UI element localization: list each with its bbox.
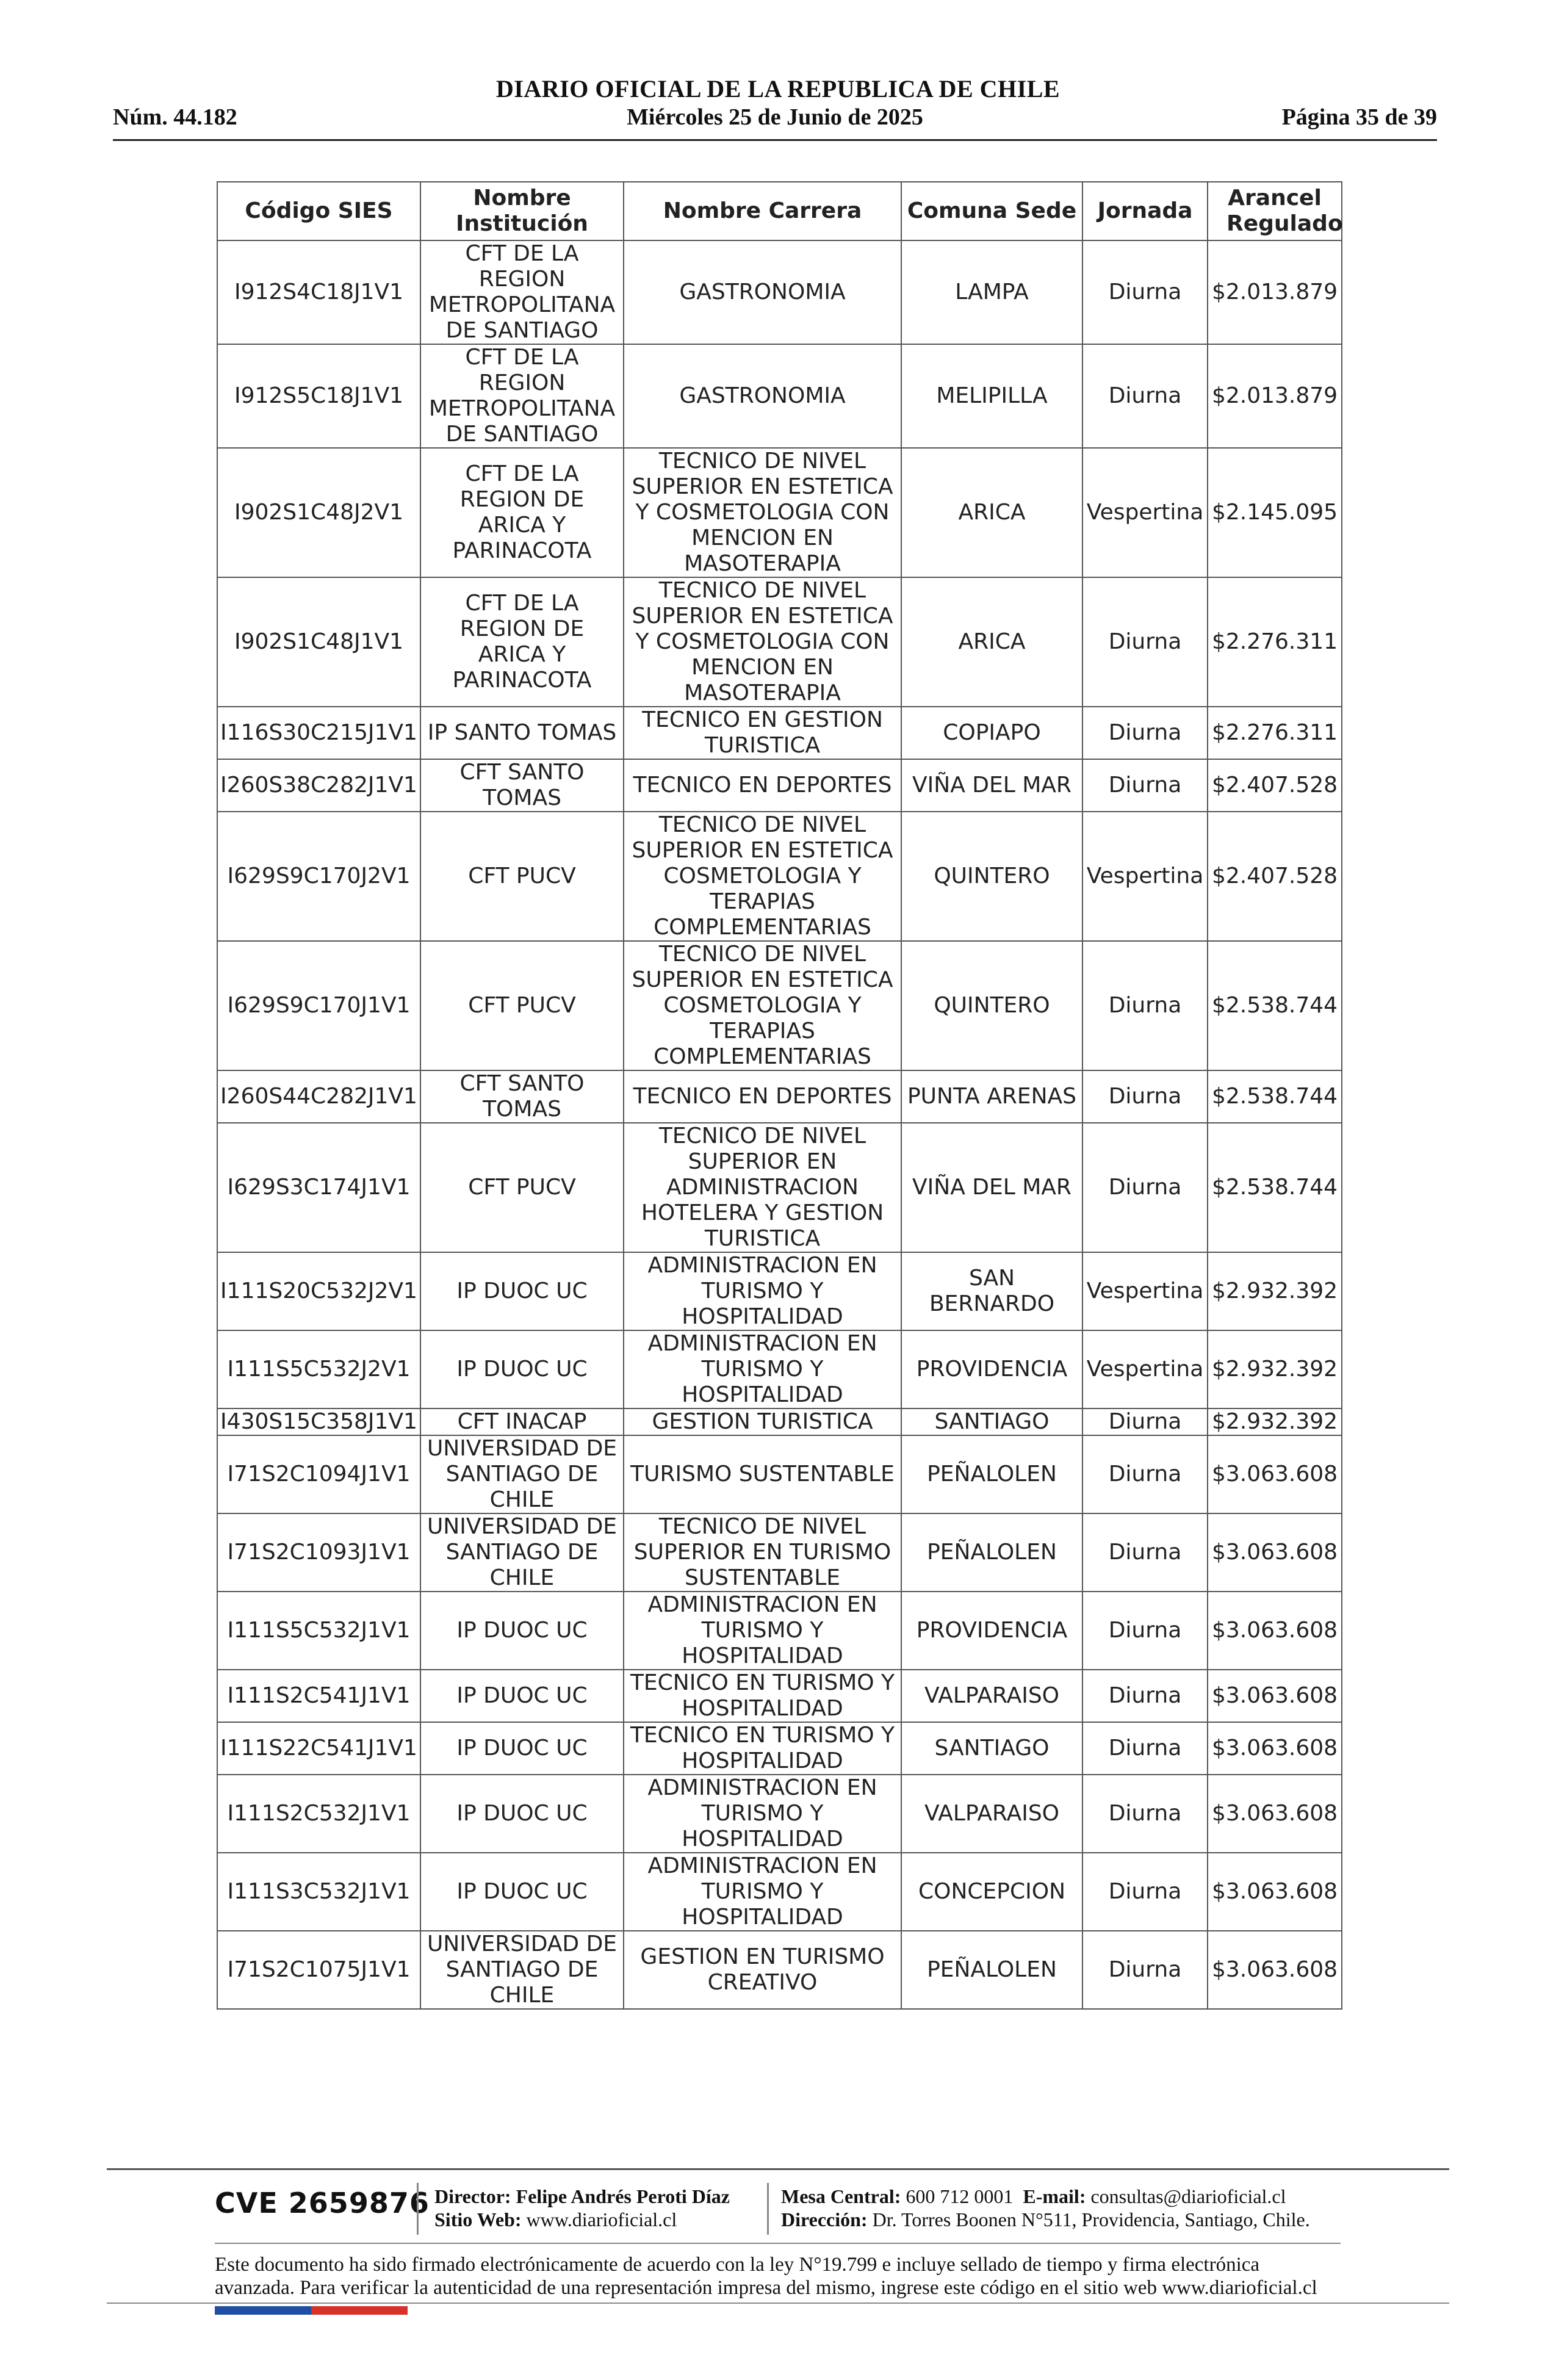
cell-codigo: I111S3C532J1V1 <box>217 1853 420 1931</box>
cell-carrera: GASTRONOMIA <box>624 344 901 448</box>
cell-jornada: Vespertina <box>1082 1330 1208 1408</box>
cell-institucion: IP DUOC UC <box>420 1252 624 1330</box>
cell-institucion: CFT DE LA REGION DE ARICA Y PARINACOTA <box>420 577 624 707</box>
cell-institucion: IP DUOC UC <box>420 1330 624 1408</box>
cell-arancel: $3.063.608 <box>1208 1722 1342 1775</box>
cell-jornada: Diurna <box>1082 1592 1208 1670</box>
cell-institucion: IP DUOC UC <box>420 1592 624 1670</box>
cell-carrera: ADMINISTRACION EN TURISMO Y HOSPITALIDAD <box>624 1775 901 1853</box>
cell-carrera: ADMINISTRACION EN TURISMO Y HOSPITALIDAD <box>624 1592 901 1670</box>
cell-comuna: PROVIDENCIA <box>901 1592 1082 1670</box>
cell-institucion: CFT PUCV <box>420 941 624 1070</box>
tuition-table <box>217 181 1342 2010</box>
cell-comuna: SANTIAGO <box>901 1722 1082 1775</box>
cell-arancel: $3.063.608 <box>1208 1670 1342 1722</box>
cell-arancel: $2.932.392 <box>1208 1330 1342 1408</box>
cell-carrera: TECNICO DE NIVEL SUPERIOR EN TURISMO SUSTENTABLE <box>624 1513 901 1592</box>
cell-carrera: ADMINISTRACION EN TURISMO Y HOSPITALIDAD <box>624 1252 901 1330</box>
cell-comuna: LAMPA <box>901 240 1082 344</box>
footer-separator <box>417 2183 419 2235</box>
cell-arancel: $2.013.879 <box>1208 344 1342 448</box>
website-label: Sitio Web: <box>434 2209 522 2230</box>
cell-institucion: UNIVERSIDAD DE SANTIAGO DE CHILE <box>420 1513 624 1592</box>
cell-arancel: $2.538.744 <box>1208 1123 1342 1252</box>
cell-comuna: PEÑALOLEN <box>901 1435 1082 1513</box>
cell-institucion: CFT SANTO TOMAS <box>420 759 624 812</box>
cell-institucion: CFT DE LA REGION METROPOLITANA DE SANTIAGO <box>420 344 624 448</box>
cell-jornada: Diurna <box>1082 1775 1208 1853</box>
cell-institucion: CFT INACAP <box>420 1408 624 1435</box>
cell-institucion: UNIVERSIDAD DE SANTIAGO DE CHILE <box>420 1931 624 2009</box>
cell-jornada: Diurna <box>1082 344 1208 448</box>
cell-arancel: $3.063.608 <box>1208 1435 1342 1513</box>
issue-date: Miércoles 25 de Junio de 2025 <box>627 104 923 130</box>
cell-carrera: TECNICO DE NIVEL SUPERIOR EN ESTETICA Y COSMETOLOGIA CON MENCION EN MASOTERAPIA <box>624 577 901 707</box>
column-header-carrera: Nombre Carrera <box>624 182 901 240</box>
cell-codigo: I902S1C48J1V1 <box>217 577 420 707</box>
cell-jornada: Diurna <box>1082 1513 1208 1592</box>
cell-jornada: Diurna <box>1082 1931 1208 2009</box>
table-row <box>217 1592 1342 1670</box>
table-row <box>217 1775 1342 1853</box>
cell-codigo: I629S9C170J1V1 <box>217 941 420 1070</box>
cell-carrera: TECNICO DE NIVEL SUPERIOR EN ADMINISTRACION HOTELERA Y GESTION TURISTICA <box>624 1123 901 1252</box>
footer-divider-bottom <box>107 2302 1449 2304</box>
cell-comuna: PUNTA ARENAS <box>901 1070 1082 1123</box>
table-row <box>217 812 1342 941</box>
cell-arancel: $2.276.311 <box>1208 577 1342 707</box>
cell-institucion: IP DUOC UC <box>420 1722 624 1775</box>
cell-arancel: $2.145.095 <box>1208 448 1342 577</box>
cell-comuna: ARICA <box>901 448 1082 577</box>
cell-carrera: TECNICO DE NIVEL SUPERIOR EN ESTETICA COSMETOLOGIA Y TERAPIAS COMPLEMENTARIAS <box>624 812 901 941</box>
address-value: Dr. Torres Boonen N°511, Providencia, Santiago, Chile. <box>872 2209 1310 2230</box>
cell-jornada: Diurna <box>1082 577 1208 707</box>
footer-divider-top <box>107 2168 1449 2170</box>
cell-arancel: $2.932.392 <box>1208 1252 1342 1330</box>
cell-codigo: I111S2C532J1V1 <box>217 1775 420 1853</box>
table-row <box>217 577 1342 707</box>
address-label: Dirección: <box>781 2209 868 2230</box>
table-row <box>217 1252 1342 1330</box>
cell-codigo: I116S30C215J1V1 <box>217 707 420 759</box>
column-header-jornada: Jornada <box>1082 182 1208 240</box>
cell-comuna: VIÑA DEL MAR <box>901 759 1082 812</box>
director-label: Director: <box>434 2185 511 2207</box>
column-header-codigo: Código SIES <box>217 182 420 240</box>
cell-institucion: CFT PUCV <box>420 1123 624 1252</box>
cell-comuna: PEÑALOLEN <box>901 1513 1082 1592</box>
cell-carrera: GESTION TURISTICA <box>624 1408 901 1435</box>
cell-comuna: VIÑA DEL MAR <box>901 1123 1082 1252</box>
cell-codigo: I629S3C174J1V1 <box>217 1123 420 1252</box>
table-row <box>217 448 1342 577</box>
email-link[interactable]: consultas@diarioficial.cl <box>1090 2185 1286 2207</box>
table-row <box>217 1513 1342 1592</box>
table-row <box>217 1330 1342 1408</box>
cell-comuna: QUINTERO <box>901 941 1082 1070</box>
cell-codigo: I71S2C1075J1V1 <box>217 1931 420 2009</box>
table-row <box>217 1931 1342 2009</box>
table-body <box>217 240 1342 2009</box>
cell-codigo: I71S2C1094J1V1 <box>217 1435 420 1513</box>
cell-comuna: PEÑALOLEN <box>901 1931 1082 2009</box>
cell-arancel: $2.013.879 <box>1208 240 1342 344</box>
cell-institucion: CFT SANTO TOMAS <box>420 1070 624 1123</box>
cell-codigo: I902S1C48J2V1 <box>217 448 420 577</box>
page-indicator: Página 35 de 39 <box>1281 104 1437 130</box>
cell-comuna: ARICA <box>901 577 1082 707</box>
table-row <box>217 1070 1342 1123</box>
cell-carrera: GASTRONOMIA <box>624 240 901 344</box>
cell-codigo: I111S5C532J1V1 <box>217 1592 420 1670</box>
mesa-phone: 600 712 0001 <box>906 2185 1014 2207</box>
footer-director-block <box>434 2185 730 2231</box>
table-row <box>217 1408 1342 1435</box>
cell-jornada: Diurna <box>1082 240 1208 344</box>
cve-code: CVE 2659876 <box>215 2187 430 2220</box>
flag-stripe-red <box>311 2306 408 2315</box>
cell-codigo: I111S22C541J1V1 <box>217 1722 420 1775</box>
cell-codigo: I260S44C282J1V1 <box>217 1070 420 1123</box>
header-row <box>113 104 1437 134</box>
cell-jornada: Vespertina <box>1082 812 1208 941</box>
cell-carrera: TECNICO EN DEPORTES <box>624 759 901 812</box>
cell-comuna: CONCEPCION <box>901 1853 1082 1931</box>
table-header-row <box>217 182 1342 240</box>
footer-separator <box>767 2183 769 2235</box>
cell-arancel: $3.063.608 <box>1208 1592 1342 1670</box>
table-row <box>217 344 1342 448</box>
director-name: Felipe Andrés Peroti Díaz <box>516 2185 730 2207</box>
cell-carrera: TECNICO DE NIVEL SUPERIOR EN ESTETICA COSMETOLOGIA Y TERAPIAS COMPLEMENTARIAS <box>624 941 901 1070</box>
footer-divider-middle <box>215 2243 1341 2244</box>
cell-institucion: CFT PUCV <box>420 812 624 941</box>
cell-jornada: Diurna <box>1082 1070 1208 1123</box>
cell-arancel: $2.407.528 <box>1208 759 1342 812</box>
table-row <box>217 759 1342 812</box>
cell-jornada: Diurna <box>1082 1670 1208 1722</box>
cell-institucion: IP DUOC UC <box>420 1853 624 1931</box>
cell-carrera: TECNICO DE NIVEL SUPERIOR EN ESTETICA Y COSMETOLOGIA CON MENCION EN MASOTERAPIA <box>624 448 901 577</box>
cell-institucion: IP DUOC UC <box>420 1670 624 1722</box>
cell-jornada: Diurna <box>1082 759 1208 812</box>
cell-arancel: $2.932.392 <box>1208 1408 1342 1435</box>
cell-codigo: I111S5C532J2V1 <box>217 1330 420 1408</box>
cell-codigo: I912S4C18J1V1 <box>217 240 420 344</box>
table-row <box>217 1123 1342 1252</box>
cell-comuna: COPIAPO <box>901 707 1082 759</box>
cell-arancel: $3.063.608 <box>1208 1775 1342 1853</box>
cell-comuna: MELIPILLA <box>901 344 1082 448</box>
cell-carrera: TECNICO EN GESTION TURISTICA <box>624 707 901 759</box>
table-row <box>217 941 1342 1070</box>
cell-carrera: TURISMO SUSTENTABLE <box>624 1435 901 1513</box>
mesa-label: Mesa Central: <box>781 2185 901 2207</box>
column-header-comuna: Comuna Sede <box>901 182 1082 240</box>
column-header-arancel: Arancel Regulado <box>1208 182 1342 240</box>
cell-carrera: TECNICO EN DEPORTES <box>624 1070 901 1123</box>
cell-jornada: Diurna <box>1082 1408 1208 1435</box>
cell-carrera: ADMINISTRACION EN TURISMO Y HOSPITALIDAD <box>624 1853 901 1931</box>
cell-arancel: $3.063.608 <box>1208 1513 1342 1592</box>
header-divider <box>113 139 1437 141</box>
cell-codigo: I260S38C282J1V1 <box>217 759 420 812</box>
cell-jornada: Diurna <box>1082 1853 1208 1931</box>
legal-notice: Este documento ha sido firmado electrónicamente de acuerdo con la ley N°19.799 e incluye sellado de tiempo y firma electrónica avanzada. Para verificar la autenticidad de una representación impresa del mismo, ingrese este código en el sitio web www.diarioficial.cl <box>215 2254 1317 2299</box>
cell-codigo: I111S2C541J1V1 <box>217 1670 420 1722</box>
cell-jornada: Diurna <box>1082 941 1208 1070</box>
cell-arancel: $3.063.608 <box>1208 1931 1342 2009</box>
newspaper-title: DIARIO OFICIAL DE LA REPUBLICA DE CHILE <box>495 75 1061 103</box>
cell-codigo: I629S9C170J2V1 <box>217 812 420 941</box>
cell-carrera: TECNICO EN TURISMO Y HOSPITALIDAD <box>624 1670 901 1722</box>
cell-codigo: I71S2C1093J1V1 <box>217 1513 420 1592</box>
cell-comuna: VALPARAISO <box>901 1775 1082 1853</box>
cell-carrera: TECNICO EN TURISMO Y HOSPITALIDAD <box>624 1722 901 1775</box>
table-row <box>217 1435 1342 1513</box>
cell-jornada: Vespertina <box>1082 448 1208 577</box>
cell-comuna: VALPARAISO <box>901 1670 1082 1722</box>
footer-contact-block <box>781 2185 1310 2231</box>
cell-institucion: IP SANTO TOMAS <box>420 707 624 759</box>
cell-institucion: IP DUOC UC <box>420 1775 624 1853</box>
cell-arancel: $2.538.744 <box>1208 1070 1342 1123</box>
column-header-institucion: Nombre Institución <box>420 182 624 240</box>
cell-jornada: Diurna <box>1082 1435 1208 1513</box>
cell-jornada: Vespertina <box>1082 1252 1208 1330</box>
cell-codigo: I111S20C532J2V1 <box>217 1252 420 1330</box>
cell-arancel: $3.063.608 <box>1208 1853 1342 1931</box>
cell-comuna: SANTIAGO <box>901 1408 1082 1435</box>
cell-jornada: Diurna <box>1082 707 1208 759</box>
issue-number: Núm. 44.182 <box>113 104 237 130</box>
cell-codigo: I430S15C358J1V1 <box>217 1408 420 1435</box>
email-label: E-mail: <box>1023 2185 1086 2207</box>
table-row <box>217 1722 1342 1775</box>
cell-carrera: GESTION EN TURISMO CREATIVO <box>624 1931 901 2009</box>
table-row <box>217 240 1342 344</box>
cell-carrera: ADMINISTRACION EN TURISMO Y HOSPITALIDAD <box>624 1330 901 1408</box>
table-row <box>217 707 1342 759</box>
cell-institucion: UNIVERSIDAD DE SANTIAGO DE CHILE <box>420 1435 624 1513</box>
cell-comuna: QUINTERO <box>901 812 1082 941</box>
cell-jornada: Diurna <box>1082 1123 1208 1252</box>
cell-institucion: CFT DE LA REGION METROPOLITANA DE SANTIAGO <box>420 240 624 344</box>
cell-institucion: CFT DE LA REGION DE ARICA Y PARINACOTA <box>420 448 624 577</box>
website-link[interactable]: www.diarioficial.cl <box>526 2209 677 2230</box>
cell-codigo: I912S5C18J1V1 <box>217 344 420 448</box>
flag-stripe-blue <box>215 2306 311 2315</box>
cell-arancel: $2.538.744 <box>1208 941 1342 1070</box>
cell-comuna: PROVIDENCIA <box>901 1330 1082 1408</box>
cell-arancel: $2.276.311 <box>1208 707 1342 759</box>
cell-arancel: $2.407.528 <box>1208 812 1342 941</box>
table-row <box>217 1853 1342 1931</box>
table-row <box>217 1670 1342 1722</box>
cell-comuna: SAN BERNARDO <box>901 1252 1082 1330</box>
cell-jornada: Diurna <box>1082 1722 1208 1775</box>
